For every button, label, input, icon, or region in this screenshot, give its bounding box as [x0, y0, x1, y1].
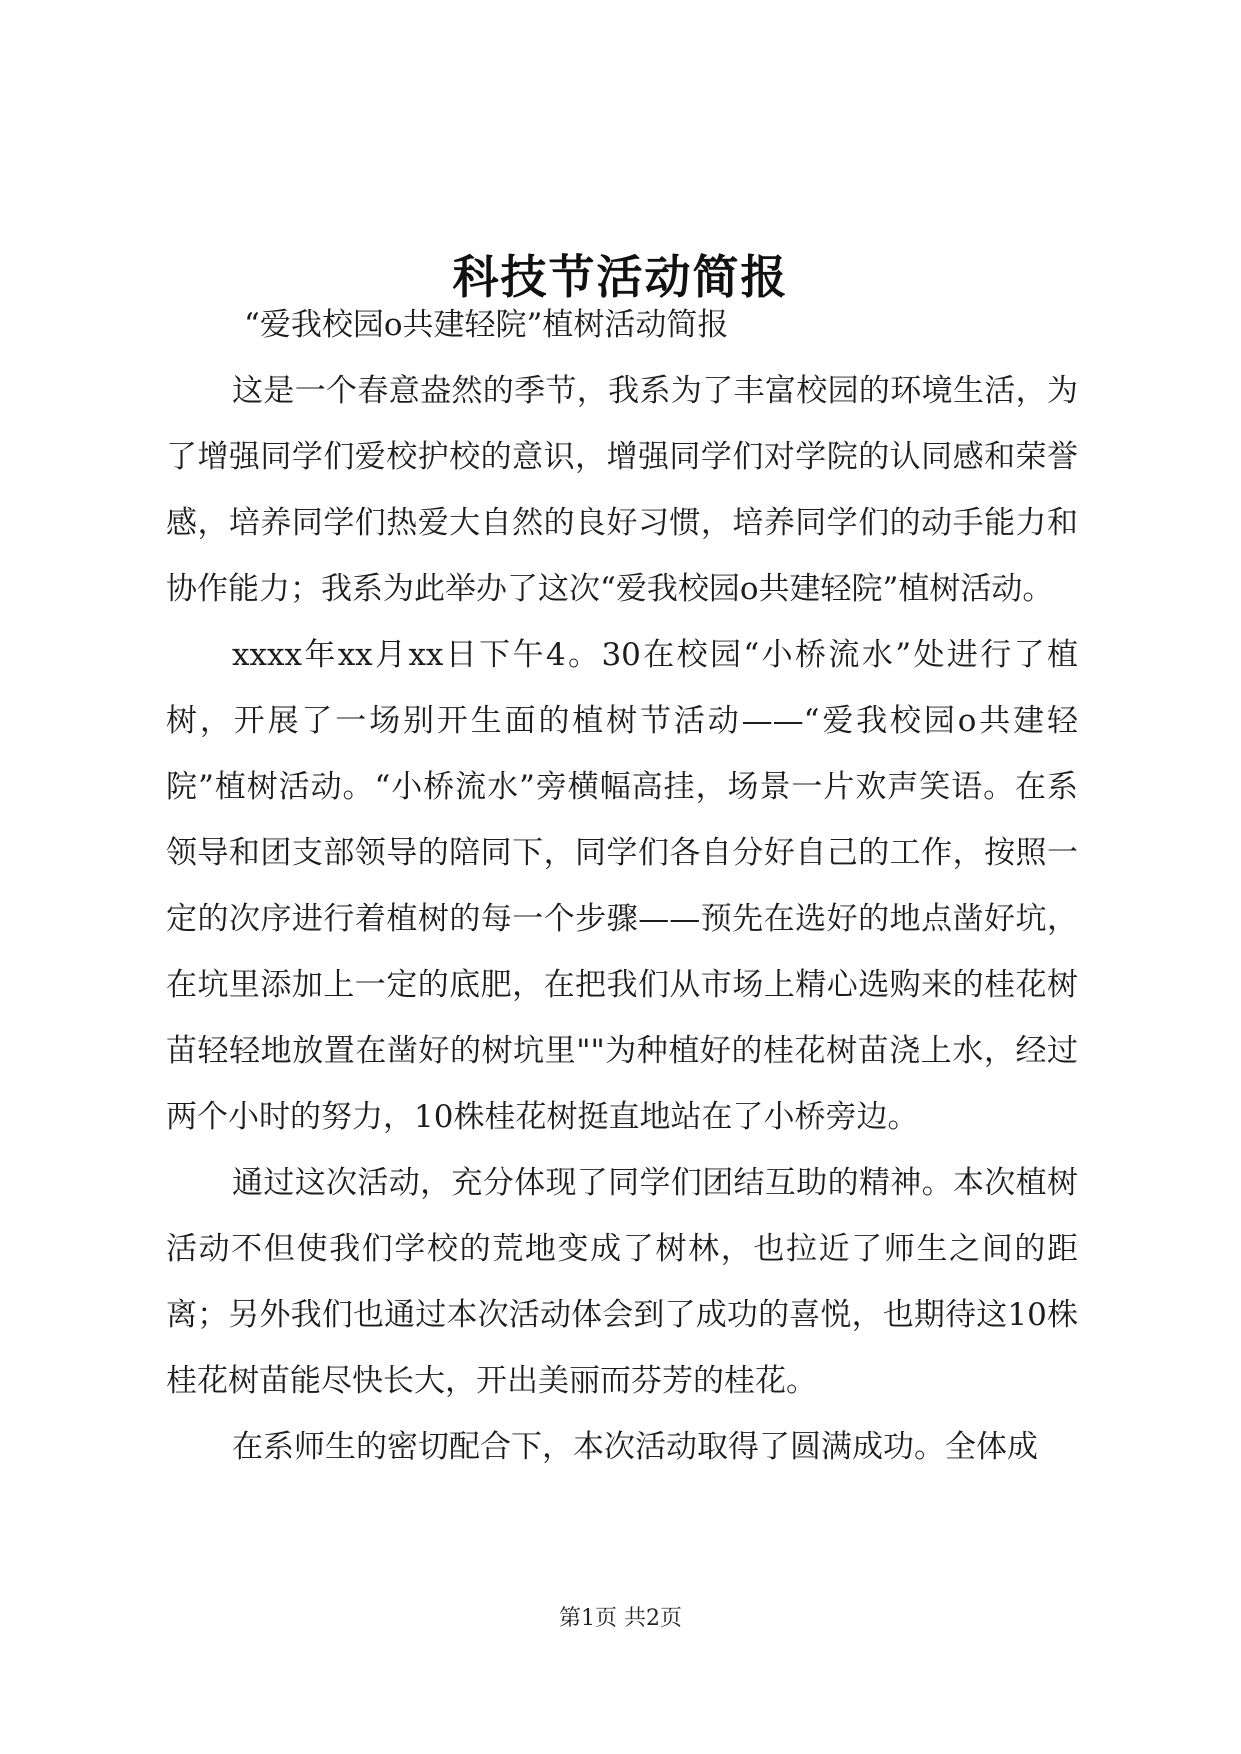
document-body	[166, 292, 1078, 1480]
paragraph-intro: 这是一个春意盎然的季节，我系为了丰富校园的环境生活，为了增强同学们爱校护校的意识，增强同学们对学院的认同感和荣誉感，培养同学们热爱大自然的良好习惯，培养同学们的动手能力和协作能力；我系为此举办了这次“爱我校园o共建轻院”植树活动。	[166, 373, 1078, 607]
paragraph-activity: xxxx年xx月xx日下午4。30在校园“小桥流水”处进行了植树，开展了一场别开生面的植树节活动——“爱我校园o共建轻院”植树活动。“小桥流水”旁横幅高挂，场景一片欢声笑语。在系领导和团支部领导的陪同下，同学们各自分好自己的工作，按照一定的次序进行着植树的每一个步骤——预先在选好的地点凿好坑，在坑里添加上一定的底肥，在把我们从市场上精心选购来的桂花树苗轻轻地放置在凿好的树坑里""为种植好的桂花树苗浇上水，经过两个小时的努力，10株桂花树挺直地站在了小桥旁边。	[166, 637, 1078, 1135]
page-number-footer: 第1页 共2页	[559, 1606, 682, 1631]
document-subtitle: “爱我校园o共建轻院”植树活动简报	[244, 307, 729, 343]
document-title: 科技节活动简报	[452, 249, 789, 304]
paragraph-conclusion: 在系师生的密切配合下，本次活动取得了圆满成功。全体成	[232, 1429, 1038, 1465]
paragraph-reflection: 通过这次活动，充分体现了同学们团结互助的精神。本次植树活动不但使我们学校的荒地变成了树林，也拉近了师生之间的距离；另外我们也通过本次活动体会到了成功的喜悦，也期待这10株桂花树苗能尽快长大，开出美丽而芬芳的桂花。	[166, 1165, 1078, 1399]
